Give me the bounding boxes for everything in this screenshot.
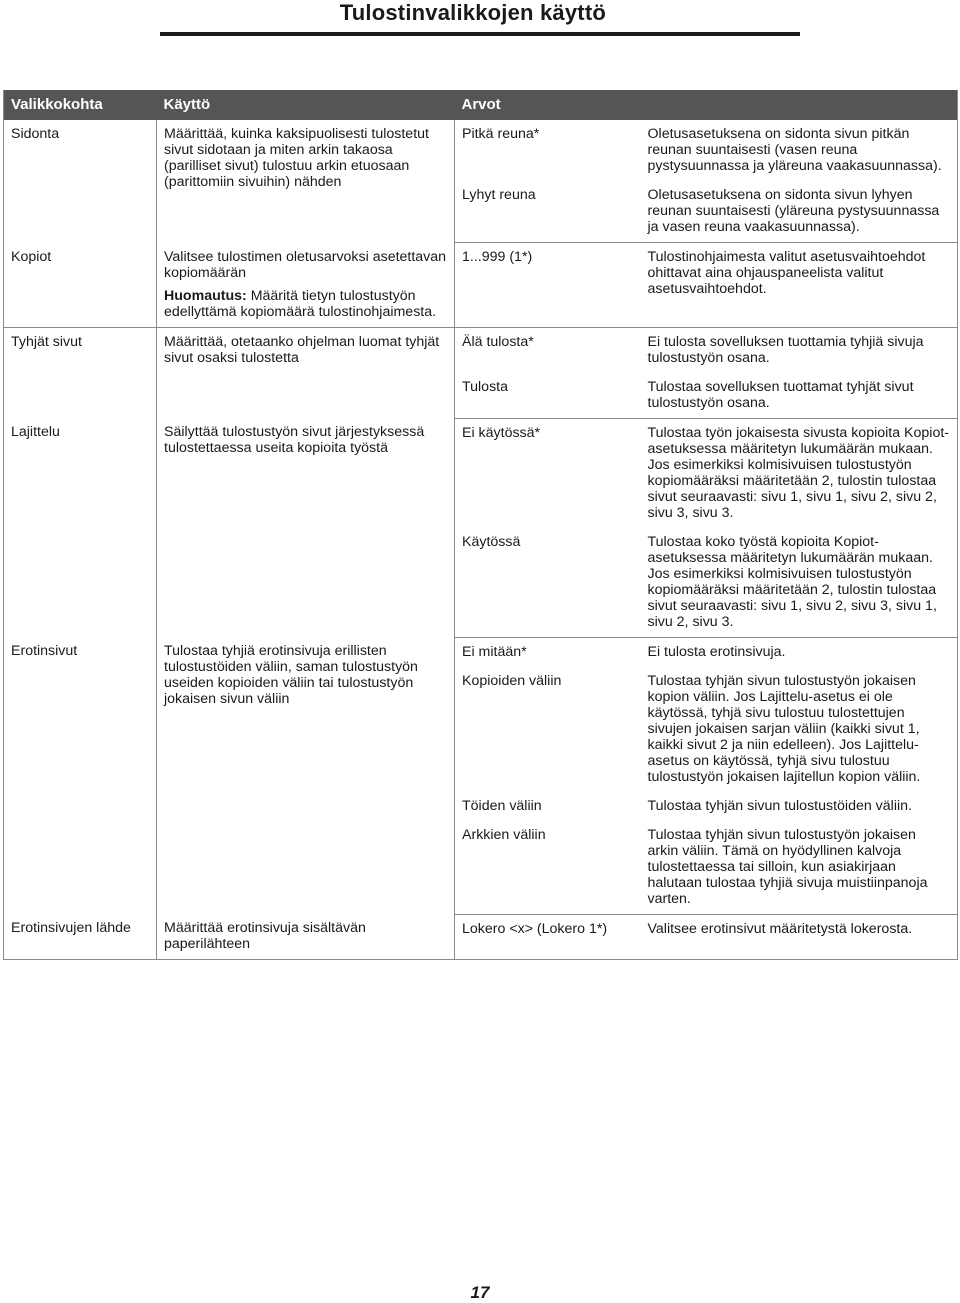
option-value: Älä tulosta* (462, 333, 534, 350)
option-value: Kopioiden väliin (462, 672, 562, 689)
table-row (4, 418, 958, 528)
option-description: Tulostaa tyhjän sivun tulostustöiden väliin. (647, 797, 912, 814)
option-value: Arkkien väliin (455, 821, 641, 915)
option-value: Ei käytössä* (462, 424, 541, 441)
note (164, 288, 447, 320)
option-value: Lokero <x> (Lokero 1*) (455, 914, 641, 960)
menu-item-use (157, 243, 455, 328)
option-value: Pitkä reuna* (462, 126, 540, 142)
option-description: Tulostaa koko työstä kopioita Kopiot-asetuksessa määritetyn lukumäärän mukaan. Jos esimerkiksi kolmisivuisen tulostustyön kopiomääräksi määritetään 2, tulostin tulostaa sivut seuraavasti: sivu 1, sivu 2, sivu 3, sivu 1, sivu 2, sivu 3. (641, 528, 958, 638)
option-value: Lyhyt reuna (455, 181, 641, 243)
table-header-row (4, 90, 958, 120)
header-use: Käyttö (157, 90, 455, 120)
option-value: Käytössä (455, 528, 641, 638)
option-value: Töiden väliin (462, 797, 542, 814)
header-values: Arvot (455, 90, 958, 120)
menu-item-name: Erotinsivujen lähde (4, 914, 157, 960)
table-row (4, 327, 958, 373)
menu-item-name: Lajittelu (4, 418, 157, 637)
option-description: Oletusasetuksena on sidonta sivun pitkän reunan suuntaisesti (vasen reuna pystysuunnassa ja yläreuna vaakasuunnassa). (647, 126, 942, 174)
menu-item-use: Tulostaa tyhjiä erotinsivuja erillisten tulostustöiden väliin, saman tulostustyön useiden kopioiden väliin tai tulostustyön jokaisen sivun väliin (157, 637, 455, 914)
menu-item-name: Sidonta (4, 120, 157, 243)
option-description: Tulostaa työn jokaisesta sivusta kopioita Kopiot-asetuksessa määritetyn lukumäärän mukaan. Jos esimerkiksi kolmisivuisen tulostustyön kopiomääräksi määritetään 2, tulostin tulostaa sivut seuraavasti: sivu 1, sivu 1, sivu 2, sivu 2, sivu 3, sivu 3. (647, 424, 950, 521)
menu-item-name: Kopiot (4, 243, 157, 328)
table-row (4, 243, 958, 328)
note-label: Huomautus: (164, 287, 247, 304)
note-text: Määritä tietyn tulostustyön edellyttämä kopiomäärä tulostinohjaimesta. (164, 287, 437, 320)
option-value: 1...999 (1*) (455, 243, 641, 328)
menu-item-use: Säilyttää tulostustyön sivut järjestyksessä tulostettaessa useita kopioita työstä (157, 418, 455, 637)
title-rule (160, 32, 800, 36)
menu-item-use: Määrittää, kuinka kaksipuolisesti tulostetut sivut sidotaan ja miten arkin takaosa (parilliset sivut) tulostuu arkin etuosaan (parittomiin sivuihin) nähden (157, 120, 455, 243)
page-number: 17 (470, 1283, 490, 1302)
option-description: Ei tulosta erotinsivuja. (647, 643, 786, 660)
table-row (4, 914, 958, 960)
menu-item-name: Erotinsivut (4, 637, 157, 914)
page-title: Tulostinvalikkojen käyttö (339, 0, 606, 25)
table-row (4, 120, 958, 181)
use-text: Valitsee tulostimen oletusarvoksi asetettavan kopiomäärän (164, 248, 447, 281)
option-description: Valitsee erotinsivut määritetystä lokerosta. (641, 914, 958, 960)
option-description: Ei tulosta sovelluksen tuottamia tyhjiä sivuja tulostustyön osana. (647, 333, 924, 366)
table-row (4, 637, 958, 667)
menu-item-use: Määrittää erotinsivuja sisältävän paperilähteen (157, 914, 455, 960)
header-item: Valikkokohta (4, 90, 157, 120)
menu-item-name: Tyhjät sivut (4, 327, 157, 418)
printer-menu-table (3, 90, 958, 960)
option-description: Tulostinohjaimesta valitut asetusvaihtoehdot ohittavat aina ohjauspaneelista valitut asetusvaihtoehdot. (641, 243, 958, 328)
option-value: Ei mitään* (462, 643, 527, 660)
option-value: Tulosta (455, 373, 641, 419)
menu-item-use: Määrittää, otetaanko ohjelman luomat tyhjät sivut osaksi tulostetta (157, 327, 455, 418)
option-description: Tulostaa tyhjän sivun tulostustyön jokaisen arkin väliin. Tämä on hyödyllinen kalvoja tulostettaessa tai silloin, kun asiakirjaan halutaan tulostaa tyhjiä sivuja muistiinpanoja varten. (641, 821, 958, 915)
option-description: Tulostaa tyhjän sivun tulostustyön jokaisen kopion väliin. Jos Lajittelu-asetus ei ole käytössä, tyhjä sivu tulostuu tulostettujen sivujen jokaisen sarjan väliin (kaikki sivut 1, kaikki sivut 2 ja niin edelleen). Jos Lajittelu-asetus on käytössä, tyhjä sivu tulostuu tulostustyön jokaisen lajitellun kopion väliin. (647, 672, 921, 785)
option-description: Tulostaa sovelluksen tuottamat tyhjät sivut tulostustyön osana. (641, 373, 958, 419)
option-description: Oletusasetuksena on sidonta sivun lyhyen reunan suuntaisesti (yläreuna pystysuunnassa ja vasen reuna vaakasuunnassa). (641, 181, 958, 243)
